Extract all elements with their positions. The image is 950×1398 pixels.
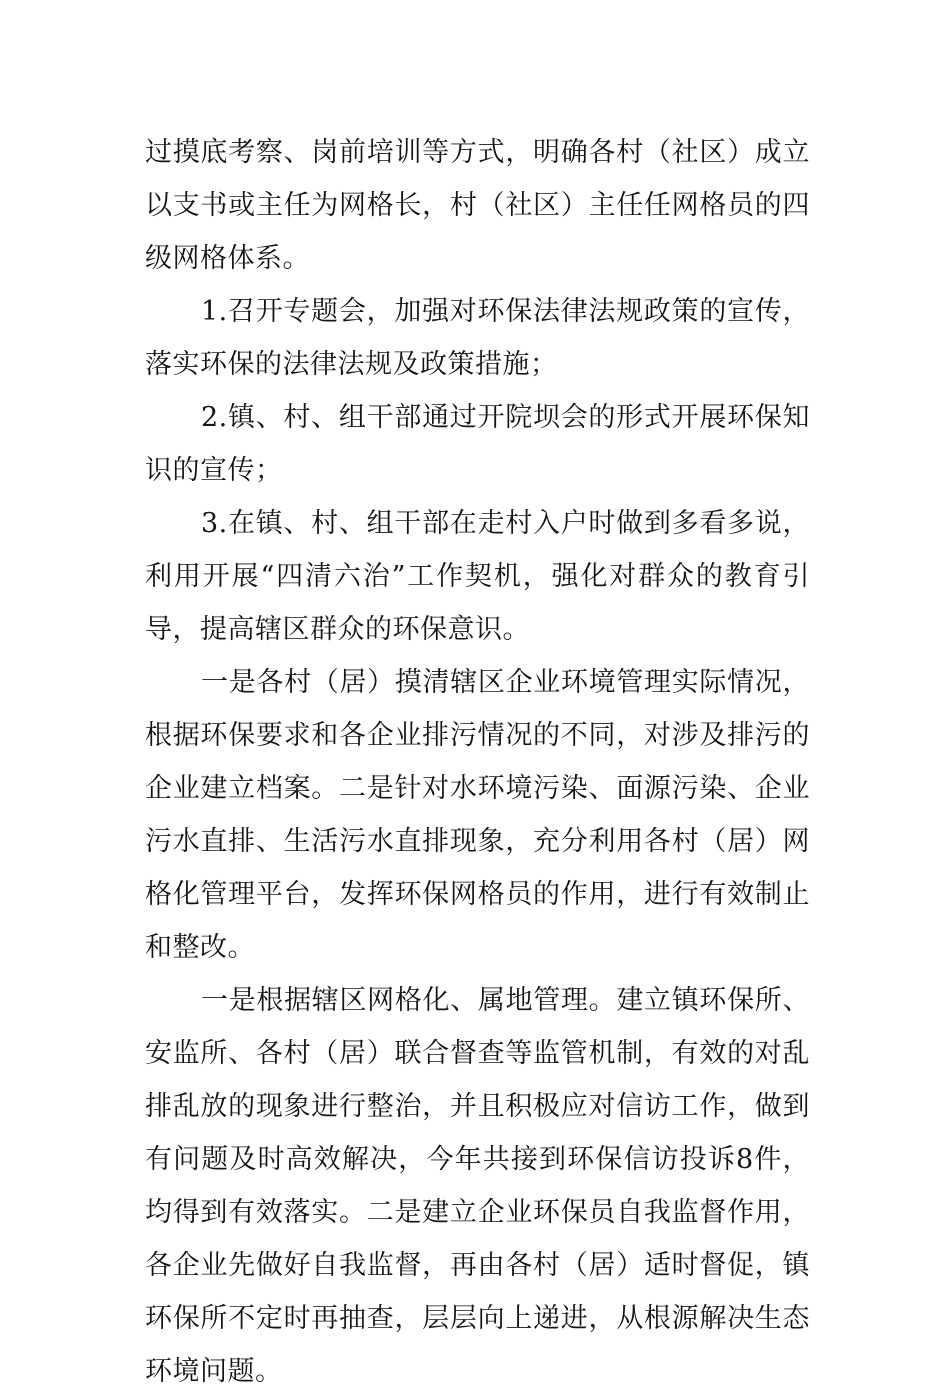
document-body bbox=[145, 126, 810, 1398]
paragraph-1: 过摸底考察、岗前培训等方式，明确各村（社区）成立以支书或主任为网格长，村（社区）主任任网格员的四级网格体系。 bbox=[145, 137, 810, 274]
paragraph-5: 一是各村（居）摸清辖区企业环境管理实际情况，根据环保要求和各企业排污情况的不同，对涉及排污的企业建立档案。二是针对水环境污染、面源污染、企业污水直排、生活污水直排现象，充分利用各村（居）网格化管理平台，发挥环保网格员的作用，进行有效制止和整改。 bbox=[145, 667, 810, 963]
paragraph-6: 一是根据辖区网格化、属地管理。建立镇环保所、安监所、各村（居）联合督查等监管机制，有效的对乱排乱放的现象进行整治，并且积极应对信访工作，做到有问题及时高效解决，今年共接到环保信访投诉8件，均得到有效落实。二是建立企业环保员自我监督作用，各企业先做好自我监督，再由各村（居）适时督促，镇环保所不定时再抽查，层层向上递进，从根源解决生态环境问题。 bbox=[145, 985, 810, 1387]
paragraph-4: 3.在镇、村、组干部在走村入户时做到多看多说，利用开展“四清六治”工作契机，强化对群众的教育引导，提高辖区群众的环保意识。 bbox=[145, 508, 810, 645]
paragraph-2: 1.召开专题会，加强对环保法律法规政策的宣传，落实环保的法律法规及政策措施； bbox=[145, 296, 810, 380]
paragraph-3: 2.镇、村、组干部通过开院坝会的形式开展环保知识的宣传； bbox=[145, 402, 810, 486]
